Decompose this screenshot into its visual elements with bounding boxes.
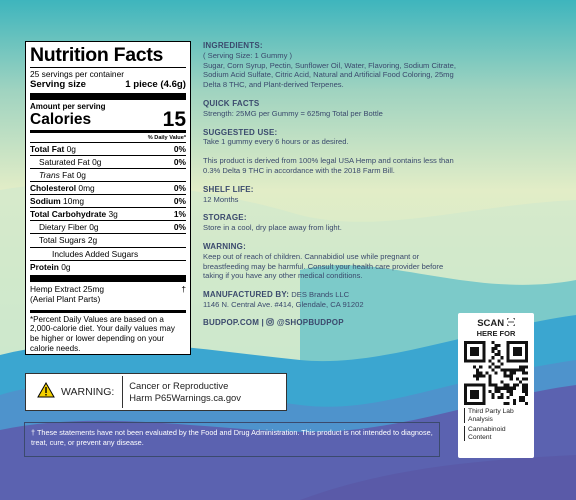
social-handle-link[interactable]: @SHOPBUDPOP	[276, 317, 344, 327]
qr-item-lab-analysis: Third Party Lab Analysis	[464, 408, 518, 423]
nutrient-row	[30, 260, 186, 273]
suggested-use-heading: SUGGESTED USE:	[203, 127, 278, 137]
calories-label: Calories	[30, 111, 92, 129]
here-for-label: HERE FOR	[476, 329, 516, 338]
qr-code[interactable]	[464, 341, 528, 405]
nutrient-label: Total Fat	[30, 143, 65, 154]
warning-text: Keep out of reach of children. Cannabidiol use while pregnant or breastfeeding may be harmful. Consult your health care provider before taking if you have any other medical conditions.	[203, 251, 444, 281]
fda-disclaimer: † These statements have not been evaluated by the Food and Drug Administration. This product is not intended to diagnose, treat, cure, or prevent any disease.	[24, 422, 440, 457]
storage-heading: STORAGE:	[203, 213, 247, 223]
nutrient-daily-value: 0%	[173, 196, 186, 207]
hemp-extract-label: Hemp Extract 25mg	[30, 283, 105, 294]
nutrient-row	[30, 247, 186, 260]
amount-per-serving: Amount per serving	[30, 101, 106, 111]
nutrient-label: Saturated Fat	[39, 156, 90, 167]
nutrient-row	[30, 142, 186, 155]
warning-triangle-icon	[37, 382, 55, 403]
ingredients-heading: INGREDIENTS:	[203, 41, 263, 50]
nutrient-daily-value: 0%	[173, 156, 186, 167]
prop65-warning-box	[25, 373, 287, 411]
nutrient-row	[30, 168, 186, 181]
storage-text: Store in a cool, dry place away from light.	[203, 223, 342, 233]
prop65-label: WARNING:	[61, 386, 115, 398]
nutrient-label: Total Sugars	[39, 235, 86, 246]
nutrient-amount: 3g	[108, 209, 118, 220]
nutrient-amount: 0mg	[78, 183, 95, 194]
nutrient-label: Dietary Fiber	[39, 222, 87, 233]
nutrient-label: Protein	[30, 261, 59, 272]
serving-size-label: Serving size	[30, 79, 86, 91]
instagram-icon	[266, 318, 274, 327]
nutrition-title: Nutrition Facts	[30, 44, 164, 66]
hemp-extract-sub: (Aerial Plant Parts)	[30, 293, 101, 304]
nutrient-daily-value: 1%	[173, 209, 186, 220]
manufacturer-name: DES Brands LLC	[291, 290, 350, 300]
nutrient-amount: 0g	[66, 143, 76, 154]
prop65-text-line1: Cancer or Reproductive	[129, 380, 229, 391]
daily-value-header: % Daily Value*	[147, 135, 186, 142]
nutrient-amount: Fat 0g	[62, 170, 86, 181]
manufactured-heading: MANUFACTURED BY:	[203, 290, 290, 300]
qr-item-cannabinoid: Cannabinoid Content	[464, 426, 518, 441]
hemp-dagger: †	[181, 283, 186, 294]
nutrient-label: Total Carbohydrate	[30, 209, 107, 220]
nutrient-list	[30, 142, 186, 273]
nutrient-row	[30, 155, 186, 168]
nutrient-daily-value: 0%	[173, 183, 186, 194]
manufacturer-address: 1146 N. Central Ave. #414, Glendale, CA 91202	[203, 299, 364, 309]
separator: |	[261, 317, 264, 327]
suggested-use-text: Take 1 gummy every 6 hours or as desired.	[203, 137, 349, 147]
quick-facts-text: Strength: 25MG per Gummy = 625mg Total per Bottle	[203, 108, 383, 118]
nutrient-daily-value: 0%	[173, 143, 186, 154]
shelf-life-text: 12 Months	[203, 194, 239, 204]
prop65-text-line2: Harm P65Warnings.ca.gov	[129, 392, 241, 403]
nutrient-amount: 0g	[92, 156, 102, 167]
nutrition-facts-panel	[25, 41, 191, 355]
website-link[interactable]: BUDPOP.COM	[203, 317, 260, 327]
nutrition-footnote: *Percent Daily Values are based on a 2,000-calorie diet. Your daily values may be higher or lower depending on your calorie needs.	[30, 314, 175, 353]
nutrient-label: Includes Added Sugars	[52, 248, 139, 259]
quick-facts-heading: QUICK FACTS	[203, 98, 260, 108]
serving-size-value: 1 piece (4.6g)	[125, 79, 186, 91]
nutrient-row	[30, 207, 186, 220]
scan-icon	[507, 318, 515, 329]
nutrient-amount: 0g	[61, 261, 71, 272]
scan-label: SCAN	[477, 318, 505, 329]
warning-heading: WARNING:	[203, 241, 246, 251]
ingredients-text: Sugar, Corn Syrup, Pectin, Sunflower Oil, Water, Flavoring, Sodium Citrate, Sodium Acid Sulfate, Citric Acid, Natural and Artificial Food Coloring, 25mg Delta 8 THC, and Plant-derived Terpenes.	[203, 60, 456, 90]
nutrient-label: Cholesterol	[30, 183, 77, 194]
qr-code-panel	[458, 313, 534, 458]
servings-per-container: 25 servings per container	[30, 69, 125, 79]
hemp-compliance-text: This product is derived from 100% legal USA Hemp and contains less than 0.3% Delta 9 THC in accordance with the 2018 Farm Bill.	[203, 156, 454, 175]
nutrient-row	[30, 181, 186, 194]
nutrient-row	[30, 233, 186, 246]
calories-value: 15	[162, 108, 186, 132]
nutrient-amount: 10mg	[63, 196, 84, 207]
nutrient-label: Sodium	[30, 196, 61, 207]
nutrient-row	[30, 194, 186, 207]
nutrient-daily-value: 0%	[173, 222, 186, 233]
ingredients-serving: ( Serving Size: 1 Gummy )	[203, 50, 293, 60]
nutrient-amount: 0g	[89, 222, 99, 233]
product-info	[203, 41, 458, 328]
nutrient-label: Trans	[39, 170, 60, 181]
nutrient-amount: 2g	[87, 235, 98, 246]
shelf-life-heading: SHELF LIFE:	[203, 184, 254, 194]
nutrient-row	[30, 220, 186, 233]
